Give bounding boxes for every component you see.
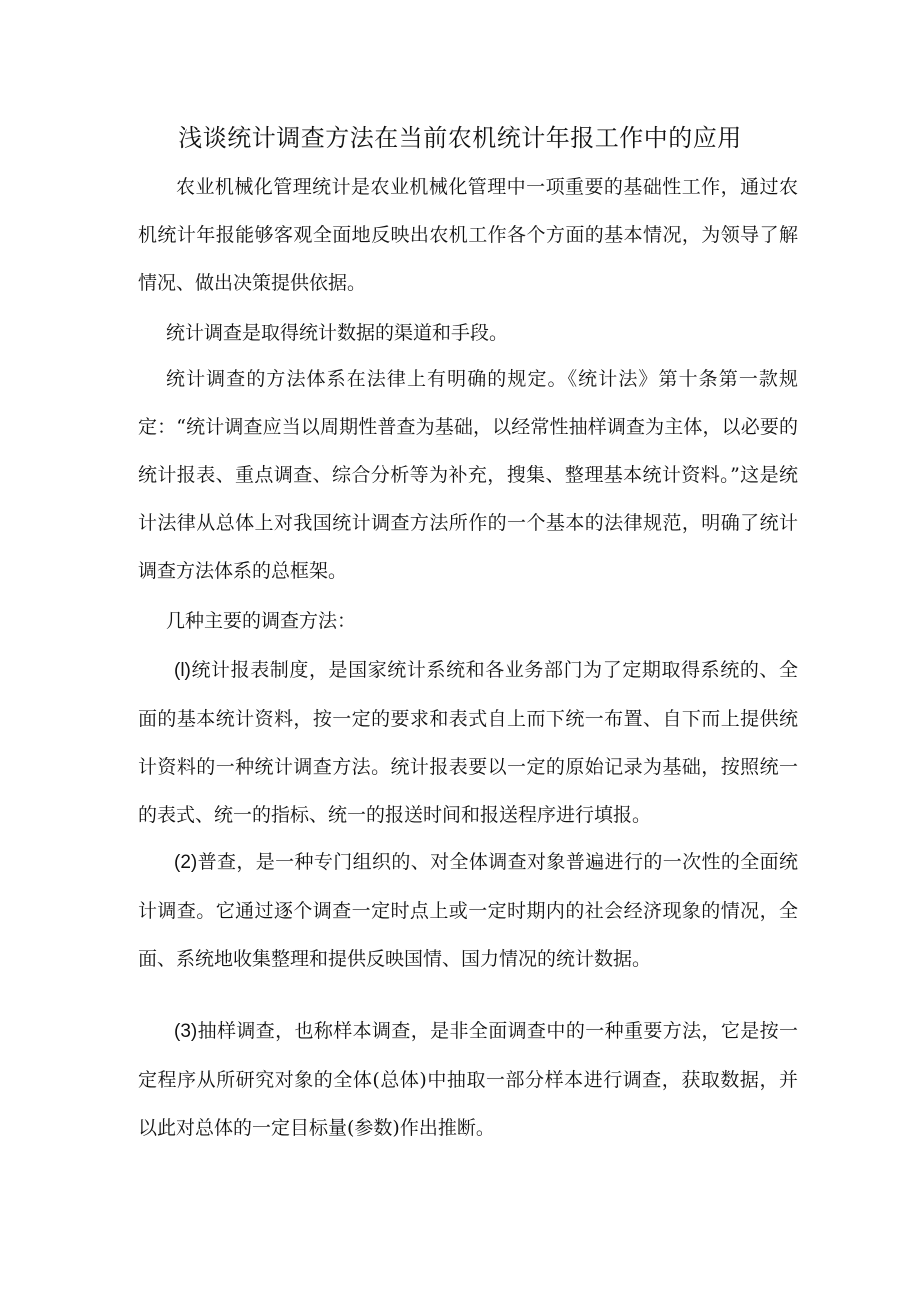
method-text: 抽样调查，也称样本调查，是非全面调查中的一种重要方法，它是按一定程序从所研究对象的全体(总体)中抽取一部分样本进行调查，获取数据，并以此对总体的一定目标量(参数)作出推断。 bbox=[138, 1020, 798, 1139]
document-title: 浅谈统计调查方法在当前农机统计年报工作中的应用 bbox=[178, 124, 742, 152]
paragraph-legal-framework: 统计调查的方法体系在法律上有明确的规定。《统计法》第十条第一款规定：“统计调查应当以周期性普查为基础，以经常性抽样调查为主体，以必要的统计报表、重点调查、综合分析等为补充，搜集、整理基本统计资料。”这是统计法律从总体上对我国统计调查方法所作的一个基本的法律规范，明确了统计调查方法体系的总框架。 bbox=[138, 368, 798, 582]
method-item-census bbox=[138, 838, 798, 983]
method-text: 统计报表制度，是国家统计系统和各业务部门为了定期取得系统的、全面的基本统计资料，按一定的要求和表式自上而下统一布置、自下而上提供统计资料的一种统计调查方法。统计报表要以一定的原始记录为基础，按照统一的表式、统一的指标、统一的报送时间和报送程序进行填报。 bbox=[138, 659, 798, 826]
paragraph-intro: 农业机械化管理统计是农业机械化管理中一项重要的基础性工作，通过农机统计年报能够客观全面地反映出农机工作各个方面的基本情况，为领导了解情况、做出决策提供依据。 bbox=[138, 176, 798, 294]
method-item-sampling-survey bbox=[138, 1007, 798, 1152]
method-item-statistical-report bbox=[138, 646, 798, 839]
method-number: (2) bbox=[174, 852, 198, 873]
method-text: 普查，是一种专门组织的、对全体调查对象普遍进行的一次性的全面统计调查。它通过逐个调查一定时点上或一定时期内的社会经济现象的情况，全面、系统地收集整理和提供反映国情、国力情况的统计数据。 bbox=[138, 851, 798, 970]
paragraph-methods-heading: 几种主要的调查方法： bbox=[166, 610, 357, 632]
method-number: (3) bbox=[174, 1021, 198, 1042]
method-number: (l) bbox=[174, 660, 191, 681]
paragraph-statistical-survey: 统计调查是取得统计数据的渠道和手段。 bbox=[166, 322, 509, 344]
